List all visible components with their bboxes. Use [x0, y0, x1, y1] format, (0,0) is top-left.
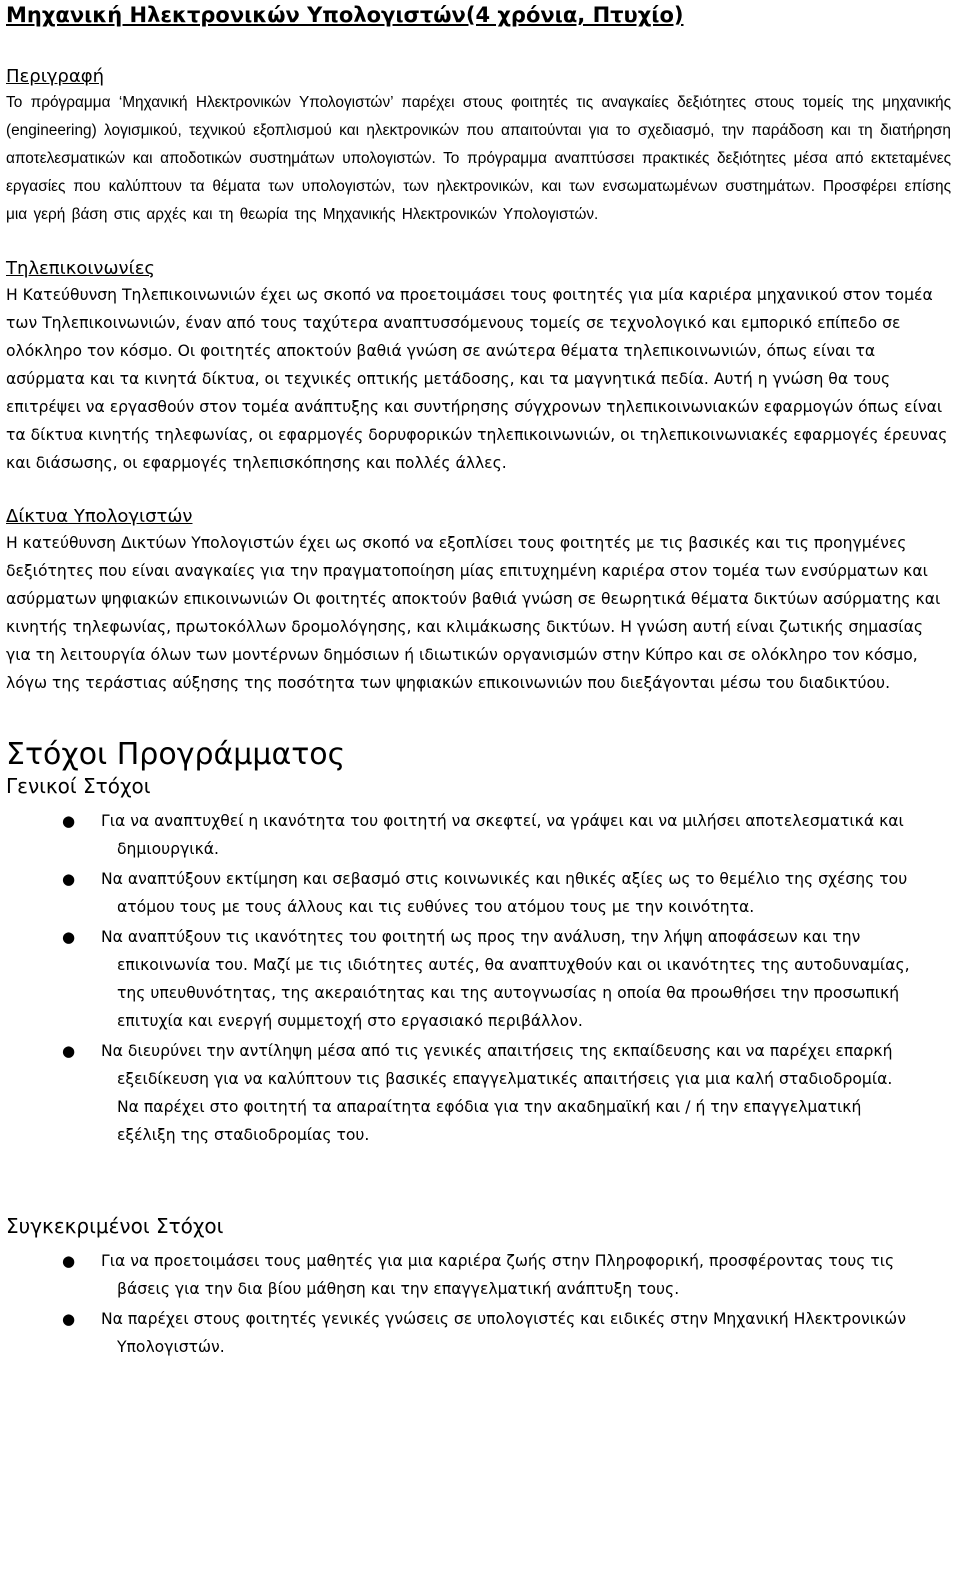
telecom-heading: Τηλεπικοινωνίες [6, 258, 155, 279]
list-item-text: Για να αναπτυχθεί η ικανότητα του φοιτητή να σκεφτεί, να γράψει και να μιλήσει αποτελεσματικά και δημιουργικά. [101, 812, 904, 858]
bullet-icon: ● [62, 870, 76, 888]
networks-heading: Δίκτυα Υπολογιστών [6, 506, 193, 527]
description-paragraph [6, 89, 951, 229]
list-item [6, 807, 951, 863]
bullet-icon: ● [62, 1042, 76, 1060]
list-item-text: Να διευρύνει την αντίληψη μέσα από τις γενικές απαιτήσεις της εκπαίδευσης και να παρέχει επαρκή εξειδίκευση για να καλύπτουν τις βασικές επαγγελματικές απαιτήσεις για μια καλή σταδιοδρομία. Να παρέχει στο φοιτητή τα απαραίτητα εφόδια για την ακαδημαϊκή και / ή την επαγγελματική εξέλιξη της σταδιοδρομίας του. [101, 1042, 893, 1144]
objectives-heading: Στόχοι Προγράμματος [6, 737, 346, 772]
list-item-text: Να παρέχει στους φοιτητές γενικές γνώσεις σε υπολογιστές και ειδικές στην Μηχανική Ηλεκτρονικών Υπολογιστών. [101, 1310, 906, 1356]
description-heading: Περιγραφή [6, 66, 105, 87]
description-text-b: Το πρόγραμμα αναπτύσσει πρακτικές δεξιότητες μέσα από εκτεταμένες εργασίες που καλύπτουν τα θέματα των υπολογιστών, των ηλεκτρονικών, και των ενσωματωμένων συστημάτων. Προσφέρει επίσης μια γερή βάση στις αρχές και τη θεωρία της Μηχανικής Ηλεκτρονικών Υπολογιστών. [6, 150, 951, 223]
bullet-icon: ● [62, 928, 76, 946]
list-item-text: Να αναπτύξουν εκτίμηση και σεβασμό στις κοινωνικές και ηθικές αξίες ως το θεμέλιο της σχέσης του ατόμου τους με τους άλλους και τις ευθύνες του ατόμου τους με την κοινότητα. [101, 870, 908, 916]
page-title: Μηχανική Ηλεκτρονικών Υπολογιστών(4 χρόνια, Πτυχίο) [6, 3, 684, 27]
bullet-icon: ● [62, 1310, 76, 1328]
bullet-icon: ● [62, 1252, 76, 1270]
document-page [6, 0, 951, 1361]
list-item [6, 1247, 951, 1303]
general-objectives-heading: Γενικοί Στόχοι [6, 774, 151, 798]
bullet-icon: ● [62, 812, 76, 830]
list-item [6, 865, 951, 921]
general-objectives-list [6, 807, 951, 1149]
list-item-text: Να αναπτύξουν τις ικανότητες του φοιτητή ως προς την ανάλυση, την λήψη αποφάσεων και την επικοινωνία του. Μαζί με τις ιδιότητες αυτές, θα αναπτυχθούν και οι ικανότητες της αυτοδυναμίας, της υπευθυνότητας, της ακεραιότητας και της αυτογνωσίας η οποία θα προωθήσει την προσωπική επιτυχία και ενεργή συμμετοχή στο εργασιακό περιβάλλον. [101, 928, 910, 1030]
specific-objectives-list [6, 1247, 951, 1361]
networks-paragraph: Η κατεύθυνση Δικτύων Υπολογιστών έχει ως σκοπό να εξοπλίσει τους φοιτητές με τις βασικές και τις προηγμένες δεξιότητες που είναι αναγκαίες για την πραγματοποίηση μίας επιτυχημένη καριέρα στον τομέα των ενσύρματων και ασύρματων ψηφιακών επικοινωνιών Οι φοιτητές αποκτούν βαθιά γνώση σε θεωρητικά θέματα δικτύων ασύρματης και κινητής τηλεφωνίας, πρωτοκόλλων δρομολόγησης, και κλιμάκωσης δικτύων. Η γνώση αυτή είναι ζωτικής σημασίας για τη λειτουργία όλων των μοντέρνων δημόσιων ή ιδιωτικών οργανισμών στην Κύπρο και σε ολόκληρο τον κόσμο, λόγω της τεράστιας αύξησης της ποσότητα των ψηφιακών επικοινωνιών που διεξάγονται μέσω του διαδικτύου. [6, 534, 941, 692]
specific-objectives-heading: Συγκεκριμένοι Στόχοι [6, 1214, 224, 1238]
description-text-a: Το πρόγραμμα ‘Μηχανική Ηλεκτρονικών Υπολογιστών’ παρέχει στους φοιτητές τις αναγκαίες δεξιότητες στους τομείς της μηχανικής (engineering) λογισμικού, τεχνικού εξοπλισμού και ηλεκτρονικών που απαιτούνται για το σχεδιασμό, την παράδοση και τη διατήρηση αποτελεσματικών και αποδοτικών συστημάτων υπολογιστών. [6, 94, 951, 167]
list-item [6, 923, 951, 1035]
telecom-paragraph: Η Κατεύθυνση Τηλεπικοινωνιών έχει ως σκοπό να προετοιμάσει τους φοιτητές για μία καριέρα μηχανικού στον τομέα των Τηλεπικοινωνιών, έναν από τους ταχύτερα αναπτυσσόμενους τομείς σε τεχνολογικό και εμπορικό επίπεδο σε ολόκληρο τον κόσμο. Οι φοιτητές αποκτούν βαθιά γνώση σε ανώτερα θέματα τηλεπικοινωνιών, όπως είναι τα ασύρματα και τα κινητά δίκτυα, οι τεχνικές οπτικής μετάδοσης, και τα μαγνητικά πεδία. Αυτή η γνώση θα τους επιτρέψει να εργασθούν στον τομέα ανάπτυξης και συντήρησης σύγχρονων τηλεπικοινωνιακών εφαρμογών όπως είναι τα δίκτυα κινητής τηλεφωνίας, οι εφαρμογές δορυφορικών τηλεπικοινωνιών, οι τηλεπικοινωνιακές εφαρμογές έρευνας και διάσωσης, οι εφαρμογές τηλεπισκόπησης και πολλές άλλες. [6, 286, 948, 472]
list-item [6, 1305, 951, 1361]
list-item-text: Για να προετοιμάσει τους μαθητές για μια καριέρα ζωής στην Πληροφορική, προσφέροντας τους τις βάσεις για την δια βίου μάθηση και την επαγγελματική ανάπτυξη τους. [101, 1252, 895, 1298]
list-item [6, 1037, 951, 1149]
